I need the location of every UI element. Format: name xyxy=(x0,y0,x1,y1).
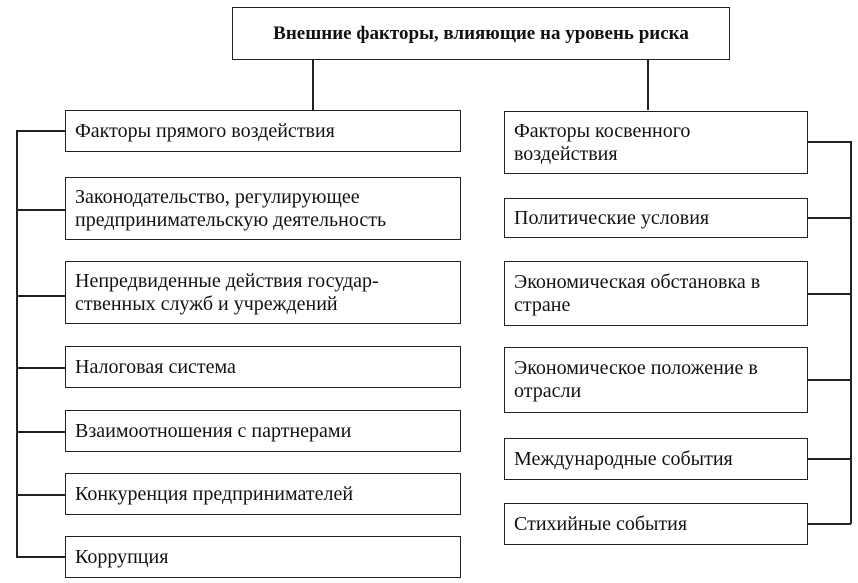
connector-line xyxy=(807,141,851,143)
factor-box-tax-system: Налоговая система xyxy=(65,346,461,388)
connector-line xyxy=(16,295,66,297)
factor-box-partners: Взаимоотношения с партнерами xyxy=(65,410,461,452)
factor-box-legislation: Законодательство, регулирующее предпринимательскую деятельность xyxy=(65,177,461,240)
factor-box-natural: Стихийные события xyxy=(504,503,808,545)
factor-box-direct: Факторы прямого воздействия xyxy=(65,110,461,152)
connector-line xyxy=(16,431,66,433)
connector-line xyxy=(16,209,66,211)
factor-box-economic-industry: Экономическое положение в отрасли xyxy=(504,347,808,413)
factor-box-political: Политические условия xyxy=(504,198,808,238)
connector-line xyxy=(850,141,852,524)
connector-line xyxy=(647,60,649,110)
connector-line xyxy=(312,60,314,110)
connector-line xyxy=(807,523,851,525)
connector-line xyxy=(16,130,18,557)
connector-line xyxy=(807,458,851,460)
factor-box-corruption: Коррупция xyxy=(65,536,461,578)
connector-line xyxy=(16,130,66,132)
factor-box-international: Международные события xyxy=(504,438,808,480)
factor-box-indirect: Факторы косвенного воздействия xyxy=(504,111,808,174)
diagram-title: Внешние факторы, влияющие на уровень риска xyxy=(232,7,730,60)
factor-box-competition: Конкуренция предпринимателей xyxy=(65,473,461,515)
factor-box-economic-country: Экономическая обстановка в стране xyxy=(504,261,808,326)
connector-line xyxy=(16,367,66,369)
connector-line xyxy=(807,379,851,381)
factor-box-unforeseen-actions: Непредвиденные действия государ-ственных служб и учреждений xyxy=(65,261,461,324)
connector-line xyxy=(16,494,66,496)
connector-line xyxy=(807,217,851,219)
connector-line xyxy=(16,556,66,558)
connector-line xyxy=(807,293,851,295)
